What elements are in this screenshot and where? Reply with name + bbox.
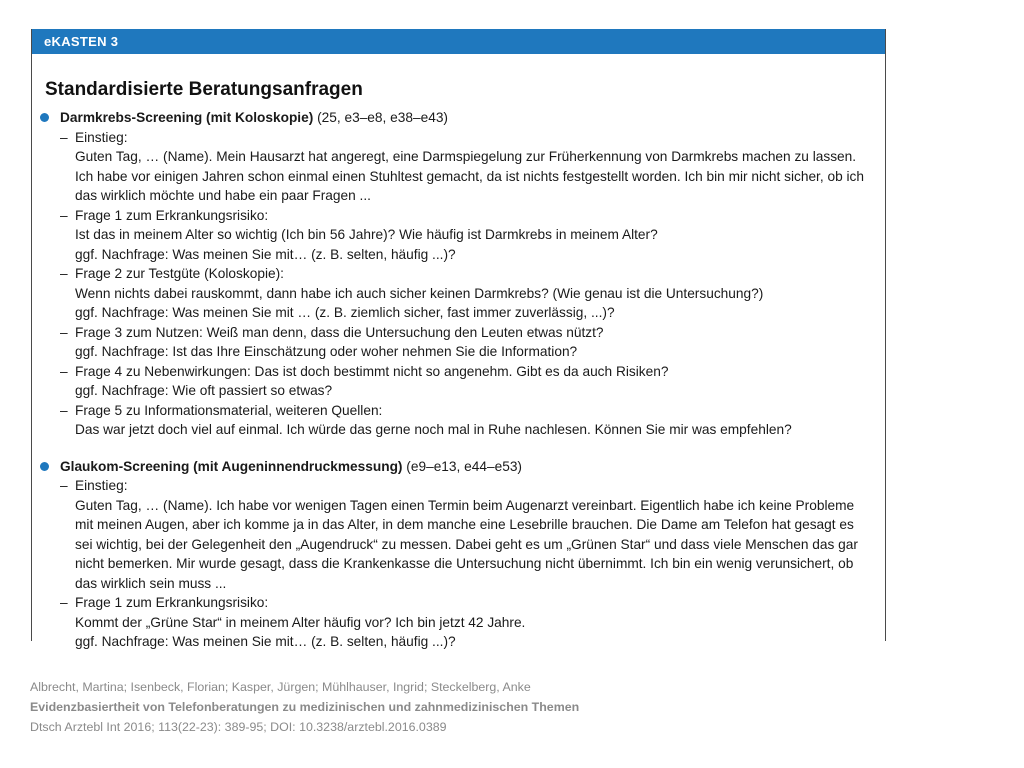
item-followup: ggf. Nachfrage: Was meinen Sie mit… (z. B. selten, häufig ...)? [75,246,456,262]
dash-marker: – [60,478,68,493]
item-text: Ist das in meinem Alter so wichtig (Ich bin 56 Jahre)? Wie häufig ist Darmkrebs in meinem Alter? [75,227,658,242]
item-label: Frage 2 zur Testgüte (Koloskopie): [75,266,284,281]
bullet-icon [40,113,49,122]
item-text: Guten Tag, … (Name). Mein Hausarzt hat angeregt, eine Darmspiegelung zur Früherkennung von Darmkrebs machen zu lassen. Ich habe vor einigen Jahren schon einmal einen Stuhltest gemacht, da ist nichts festgestellt worden. Ich bin mir nicht sicher, ob ich das wirklich möchte und habe ein paar Fragen ... [75,149,864,203]
list-item [60,362,875,401]
citation-source: Dtsch Arztebl Int 2016; 113(22-23): 389-95; DOI: 10.3238/arztebl.2016.0389 [30,720,447,735]
item-label: Frage 5 zu Informationsmaterial, weiteren Quellen: [75,402,383,418]
dash-marker: – [60,129,68,145]
section-glaukom [32,457,885,652]
item-text: Wenn nichts dabei rauskommt, dann habe ich auch sicher keinen Darmkrebs? (Wie genau ist die Untersuchung?) [75,285,764,301]
info-box [31,29,886,649]
dash-marker: – [60,595,68,610]
item-followup: ggf. Nachfrage: Was meinen Sie mit … (z. B. ziemlich sicher, fast immer zuverlässig, ...)? [75,305,615,320]
dash-marker: – [60,363,68,379]
item-followup: ggf. Nachfrage: Ist das Ihre Einschätzung oder woher nehmen Sie die Information? [75,344,578,359]
item-text: Das war jetzt doch viel auf einmal. Ich würde das gerne noch mal in Ruhe nachlesen. Können Sie mir was empfehlen? [75,422,792,437]
bullet-icon [40,462,49,471]
section-title: Glaukom-Screening (mit Augeninnendruckmessung) [60,458,403,474]
dash-marker: – [60,402,68,418]
section-refs: (e9–e13, e44–e53) [402,458,522,474]
list-item [60,593,875,652]
citation-authors: Albrecht, Martina; Isenbeck, Florian; Kasper, Jürgen; Mühlhauser, Ingrid; Steckelberg, Anke [30,680,531,694]
list-item [60,401,875,440]
dash-marker: – [60,266,68,281]
citation [30,677,930,738]
list-item [60,476,875,593]
section-heading [60,108,875,128]
dash-marker: – [60,324,68,340]
section-refs: (25, e3–e8, e38–e43) [313,110,448,125]
item-label: Einstieg: [75,478,128,493]
item-label: Frage 1 zum Erkrankungsrisiko: [75,207,269,223]
list-item [60,264,875,323]
section-title: Darmkrebs-Screening (mit Koloskopie) [60,110,314,125]
item-text: Kommt der „Grüne Star“ in meinem Alter häufig vor? Ich bin jetzt 42 Jahre. [75,614,526,630]
list-item [60,206,875,265]
section-darmkrebs [32,108,885,440]
list-item [60,323,875,362]
item-label: Einstieg: [75,129,128,145]
box-title: Standardisierte Beratungsanfragen [45,79,363,100]
item-followup: ggf. Nachfrage: Wie oft passiert so etwas? [75,383,333,398]
list-item [60,128,875,206]
section-heading [60,457,875,477]
item-label: Frage 1 zum Erkrankungsrisiko: [75,595,269,610]
citation-title: Evidenzbasiertheit von Telefonberatungen zu medizinischen und zahnmedizinischen Themen [30,700,580,715]
dash-marker: – [60,207,68,223]
box-label: eKASTEN 3 [32,29,885,54]
item-followup: ggf. Nachfrage: Was meinen Sie mit… (z. B. selten, häufig ...)? [75,634,456,649]
item-label: Frage 4 zu Nebenwirkungen: Das ist doch bestimmt nicht so angenehm. Gibt es da auch Risiken? [75,363,669,379]
item-text: Guten Tag, … (Name). Ich habe vor wenigen Tagen einen Termin beim Augenarzt vereinbart. Eigentlich habe ich keine Probleme mit meinen Augen, aber ich komme ja in das Alter, in dem manche eine Lesebrille brauchen. Die Dame am Telefon hat gesagt es sei wichtig, bei der Gelegenheit den „Augendruck“ zu messen. Dabei geht es um „Grünen Star“ und dass viele Menschen das gar nicht bemerken. Mir wurde gesagt, dass die Krankenkasse die Untersuchung nicht übernimmt. Ich bin ein wenig verunsichert, ob das wirklich sein muss ... [75,497,858,591]
item-label: Frage 3 zum Nutzen: Weiß man denn, dass die Untersuchung den Leuten etwas nützt? [75,324,604,340]
